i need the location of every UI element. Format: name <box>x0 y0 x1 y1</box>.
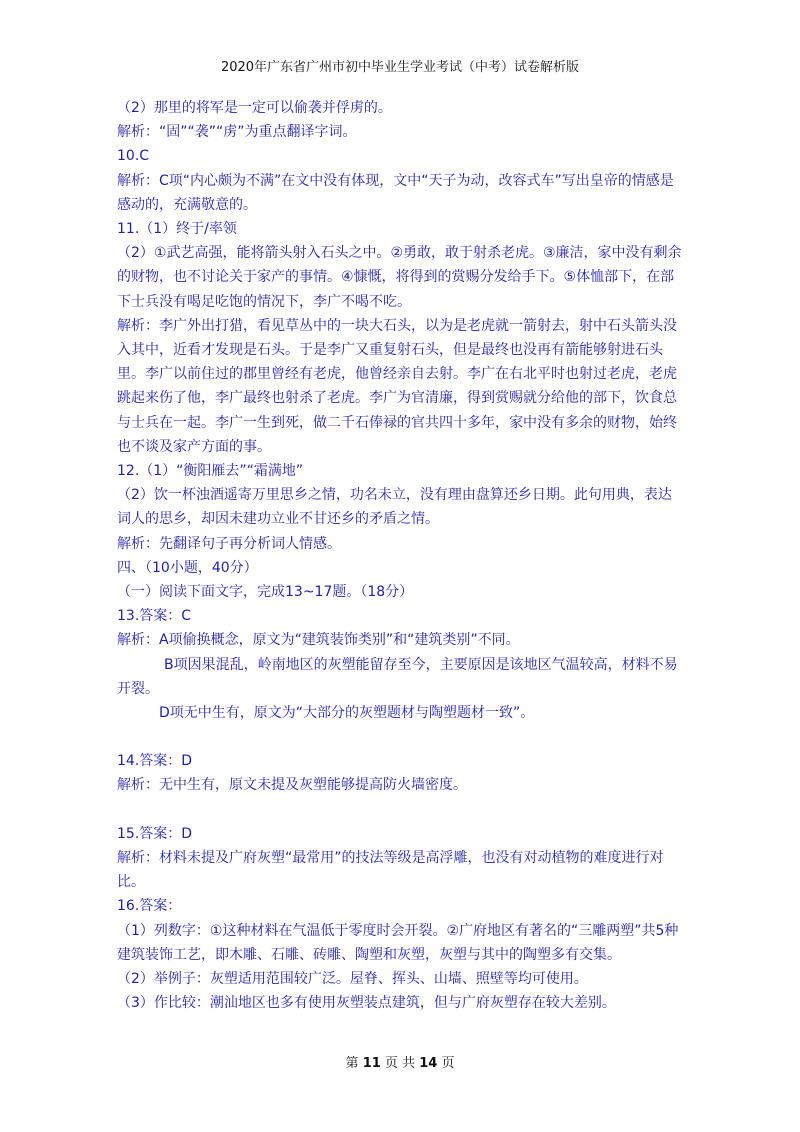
paragraph: 解析：“固”“袭”“虏”为重点翻译字词。 <box>117 124 357 141</box>
paragraph: 解析：无中生有，原文未提及灰塑能够提高防火墙密度。 <box>117 777 467 794</box>
answer-line: 16.答案： <box>117 898 182 915</box>
answer-line: 13.答案：C <box>117 608 192 625</box>
section-heading: 四、（10小题，40分） <box>117 559 258 576</box>
paragraph: B项因果混乱，岭南地区的灰塑能留存至今，主要原因是该地区气温较高，材料不易开裂。 <box>117 656 678 697</box>
paragraph: 解析：材料未提及广府灰塑“最常用”的技法等级是高浮雕，也没有对动植物的难度进行对比。 <box>117 849 664 891</box>
header-title: 2020年广东省广州市初中毕业生学业考试（中考）试卷解析版 <box>220 60 580 75</box>
spacer <box>117 725 685 749</box>
footer-prefix: 第 <box>345 1056 359 1071</box>
section-heading: （一）阅读下面文字，完成13~17题。（18分） <box>117 584 414 601</box>
paragraph: （2）①武艺高强，能将箭头射入石头之中。②勇敢，敢于射杀老虎。③廉洁，家中没有剩余的财物，也不讨论关于家产的事情。④慷慨，将得到的赏赐分发给手下。⑤体恤部下，在部下士兵没有喝足吃饱的情况下，李广不喝不吃。 <box>117 245 682 310</box>
question-number: 10.C <box>117 148 150 165</box>
answer-line: 15.答案：D <box>117 825 193 842</box>
paragraph: 解析：先翻译句子再分析词人情感。 <box>117 535 341 552</box>
spacer <box>117 798 685 822</box>
paragraph: （1）列数字：①这种材料在气温低于零度时会开裂。②广府地区有著名的“三雕两塑”共5种建筑装饰工艺，即木雕、石雕、砖雕、陶塑和灰塑，灰塑与其中的陶塑多有交集。 <box>117 922 679 963</box>
paragraph: （2）那里的将军是一定可以偷袭并俘虏的。 <box>117 100 392 116</box>
document-body <box>117 96 685 1015</box>
question-number: 11.（1）终于/率领 <box>117 221 237 238</box>
footer-suffix: 页 <box>441 1056 455 1071</box>
footer-page-number: 11 <box>362 1056 381 1071</box>
paragraph: D项无中生有，原文为“大部分的灰塑题材与陶塑题材一致”。 <box>159 705 535 722</box>
page-footer <box>0 1052 800 1071</box>
paragraph: （2）饮一杯浊酒遥寄万里思乡之情，功名未立，没有理由盘算还乡日期。此句用典，表达词人的思乡，却因未建功立业不甘还乡的矛盾之情。 <box>117 487 672 528</box>
paragraph: 解析：A项偷换概念，原文为“建筑装饰类别”和“建筑类别”不同。 <box>117 632 520 649</box>
paragraph: （2）举例子：灰塑适用范围较广泛。屋脊、挥头、山墙、照壁等均可使用。 <box>117 970 588 987</box>
answer-line: 14.答案：D <box>117 753 193 770</box>
page-header <box>0 56 800 75</box>
paragraph: 解析：C项“内心颇为不满”在文中没有体现，文中“天子为动，改容式车”写出皇帝的情感是感动的，充满敬意的。 <box>117 172 674 213</box>
footer-total-pages: 14 <box>419 1056 438 1071</box>
paragraph: （3）作比较：潮汕地区也多有使用灰塑装点建筑，但与广府灰塑存在较大差别。 <box>117 995 616 1012</box>
footer-middle: 页 共 <box>384 1056 416 1071</box>
paragraph: 解析：李广外出打猎，看见草丛中的一块大石头，以为是老虎就一箭射去，射中石头箭头没入其中，近看才发现是石头。于是李广又重复射石头，但是最终也没再有箭能够射进石头里。李广以前住过的郡里曾经有老虎，他曾经亲自去射。李广在右北平时也射过老虎，老虎跳起来伤了他，李广最终也射杀了老虎。李广为官清廉，得到赏赐就分给他的部下，饮食总与士兵在一起。李广一生到死，做二千石俸禄的官共四十多年，家中没有多余的财物，始终也不谈及家产方面的事。 <box>117 317 677 455</box>
question-number: 12.（1）“衡阳雁去”“霜满地” <box>117 463 304 480</box>
